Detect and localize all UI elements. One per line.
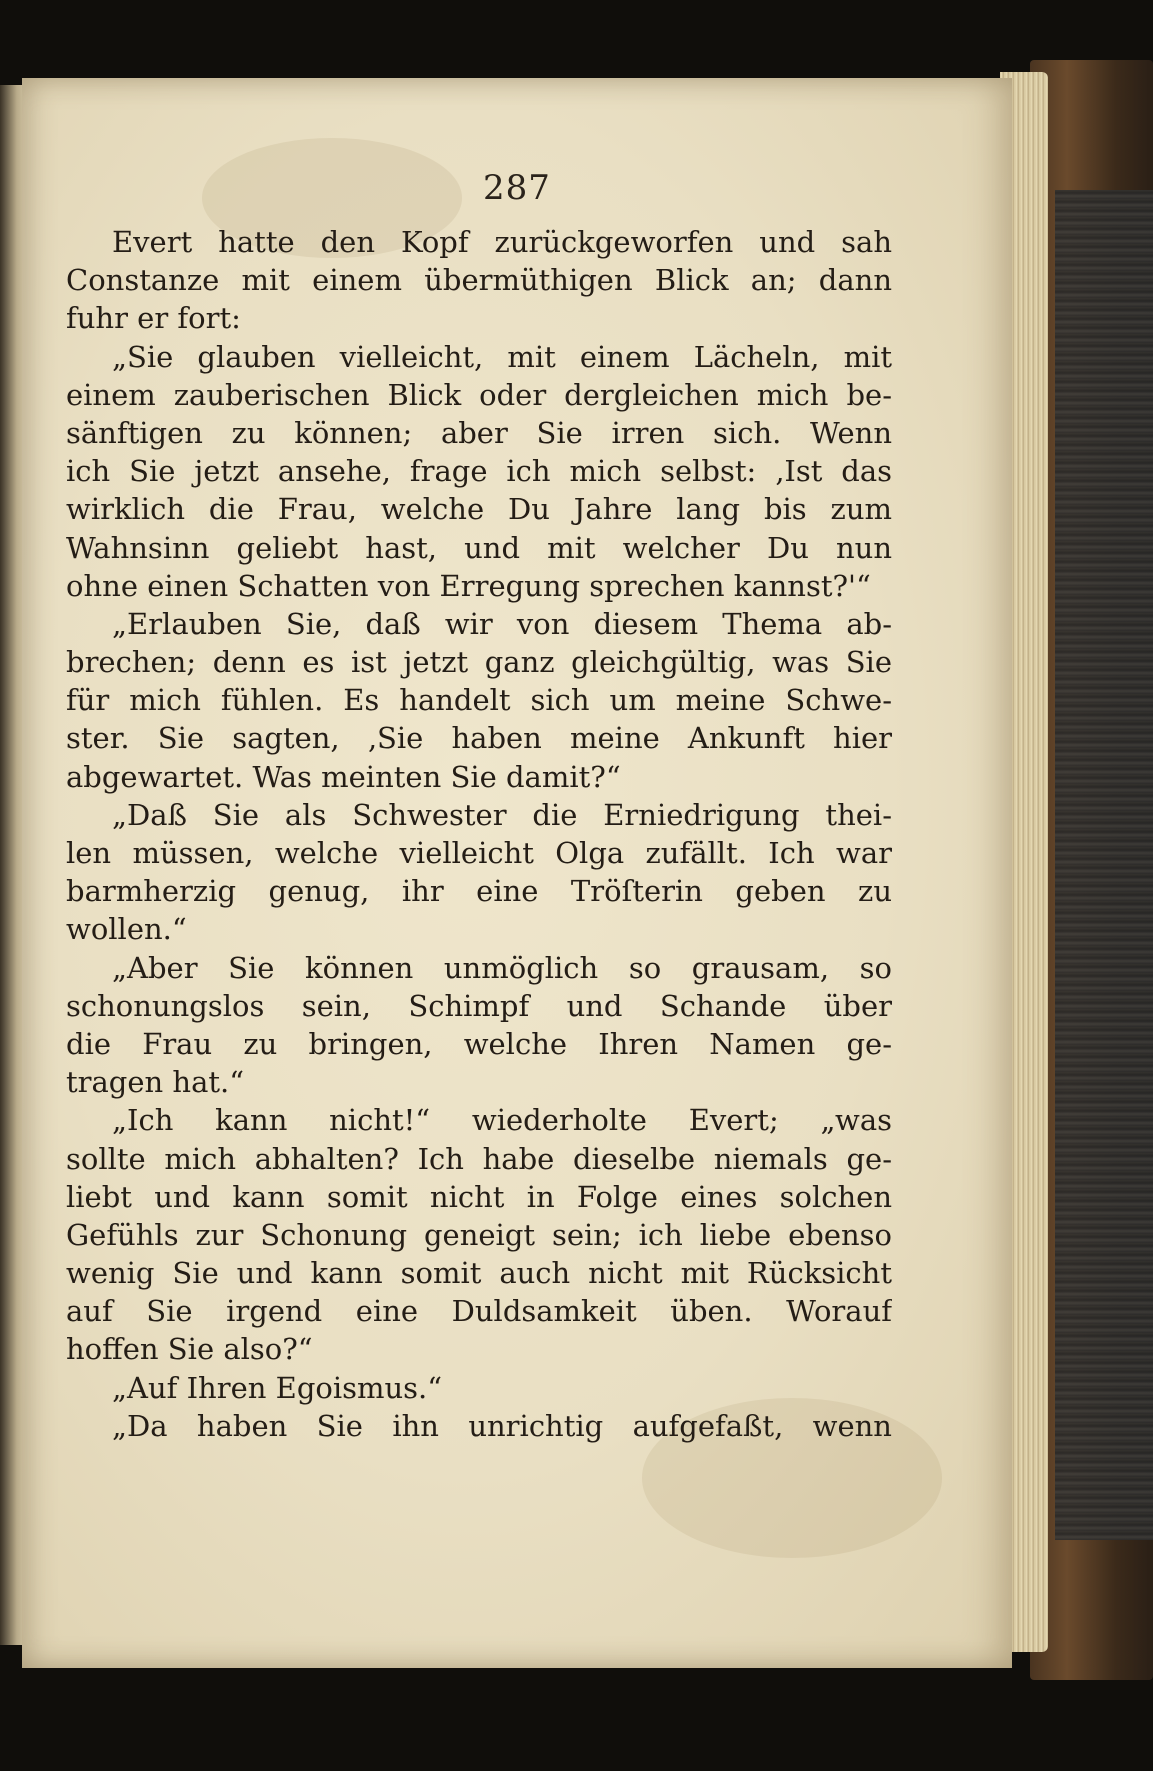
- text-line: „Sie glauben vielleicht, mit einem Lächeln, mit: [112, 339, 892, 374]
- text-line: auf Sie irgend eine Duldsamkeit üben. Worauf: [66, 1294, 892, 1329]
- text-line: „Aber Sie können unmöglich so grausam, so: [112, 950, 892, 985]
- text-line: tragen hat.“: [66, 1065, 245, 1100]
- text-line: „Daß Sie als Schwester die Erniedrigung thei-: [112, 797, 892, 832]
- text-line: sänftigen zu können; aber Sie irren sich. Wenn: [66, 415, 892, 450]
- text-line: Gefühls zur Schonung geneigt sein; ich liebe ebenso: [66, 1217, 892, 1252]
- text-line: einem zauberischen Blick oder dergleichen mich be-: [66, 377, 892, 412]
- text-line: „Erlauben Sie, daß wir von diesem Thema ab-: [112, 606, 892, 641]
- text-line: wollen.“: [66, 912, 187, 947]
- text-line: hoffen Sie also?“: [66, 1332, 313, 1367]
- text-line: wirklich die Frau, welche Du Jahre lang bis zum: [66, 492, 892, 527]
- text-line: Evert hatte den Kopf zurückgeworfen und sah: [112, 225, 892, 259]
- text-line: sollte mich abhalten? Ich habe dieselbe niemals ge-: [66, 1141, 892, 1176]
- text-line: Wahnsinn geliebt hast, und mit welcher Du nun: [66, 530, 892, 565]
- text-line: liebt und kann somit nicht in Folge eines solchen: [66, 1179, 892, 1214]
- text-line: ohne einen Schatten von Erregung sprechen kannst?'“: [66, 568, 871, 603]
- text-line: len müssen, welche vielleicht Olga zufällt. Ich war: [66, 836, 892, 870]
- text-line: die Frau zu bringen, welche Ihren Namen ge-: [66, 1026, 892, 1061]
- text-line: abgewartet. Was meinten Sie damit?“: [66, 759, 621, 794]
- text-line: ster. Sie sagten, ‚Sie haben meine Ankunft hier: [66, 721, 892, 756]
- text-line: ich Sie jetzt ansehe, frage ich mich selbst: ‚Ist das: [66, 454, 892, 489]
- body-text: [66, 223, 892, 1445]
- text-line: wenig Sie und kann somit auch nicht mit Rücksicht: [66, 1256, 892, 1291]
- text-line: fuhr er fort:: [66, 301, 241, 336]
- text-line: „Ich kann nicht!“ wiederholte Evert; „was: [112, 1103, 892, 1138]
- text-line: „Da haben Sie ihn unrichtig aufgefaßt, wenn: [112, 1408, 892, 1443]
- text-line: Constanze mit einem übermüthigen Blick an; dann: [66, 263, 892, 298]
- text-line: für mich fühlen. Es handelt sich um meine Schwe-: [66, 683, 892, 718]
- cover-cloth-texture: [1055, 190, 1153, 1540]
- text-line: „Auf Ihren Egoismus.“: [112, 1370, 443, 1405]
- book-page: [22, 78, 1012, 1668]
- text-line: brechen; denn es ist jetzt ganz gleichgültig, was Sie: [66, 645, 892, 680]
- page-number: 287: [483, 168, 551, 208]
- text-line: barmherzig genug, ihr eine Tröſterin geben zu: [66, 874, 892, 909]
- text-line: schonungslos sein, Schimpf und Schande über: [66, 988, 892, 1023]
